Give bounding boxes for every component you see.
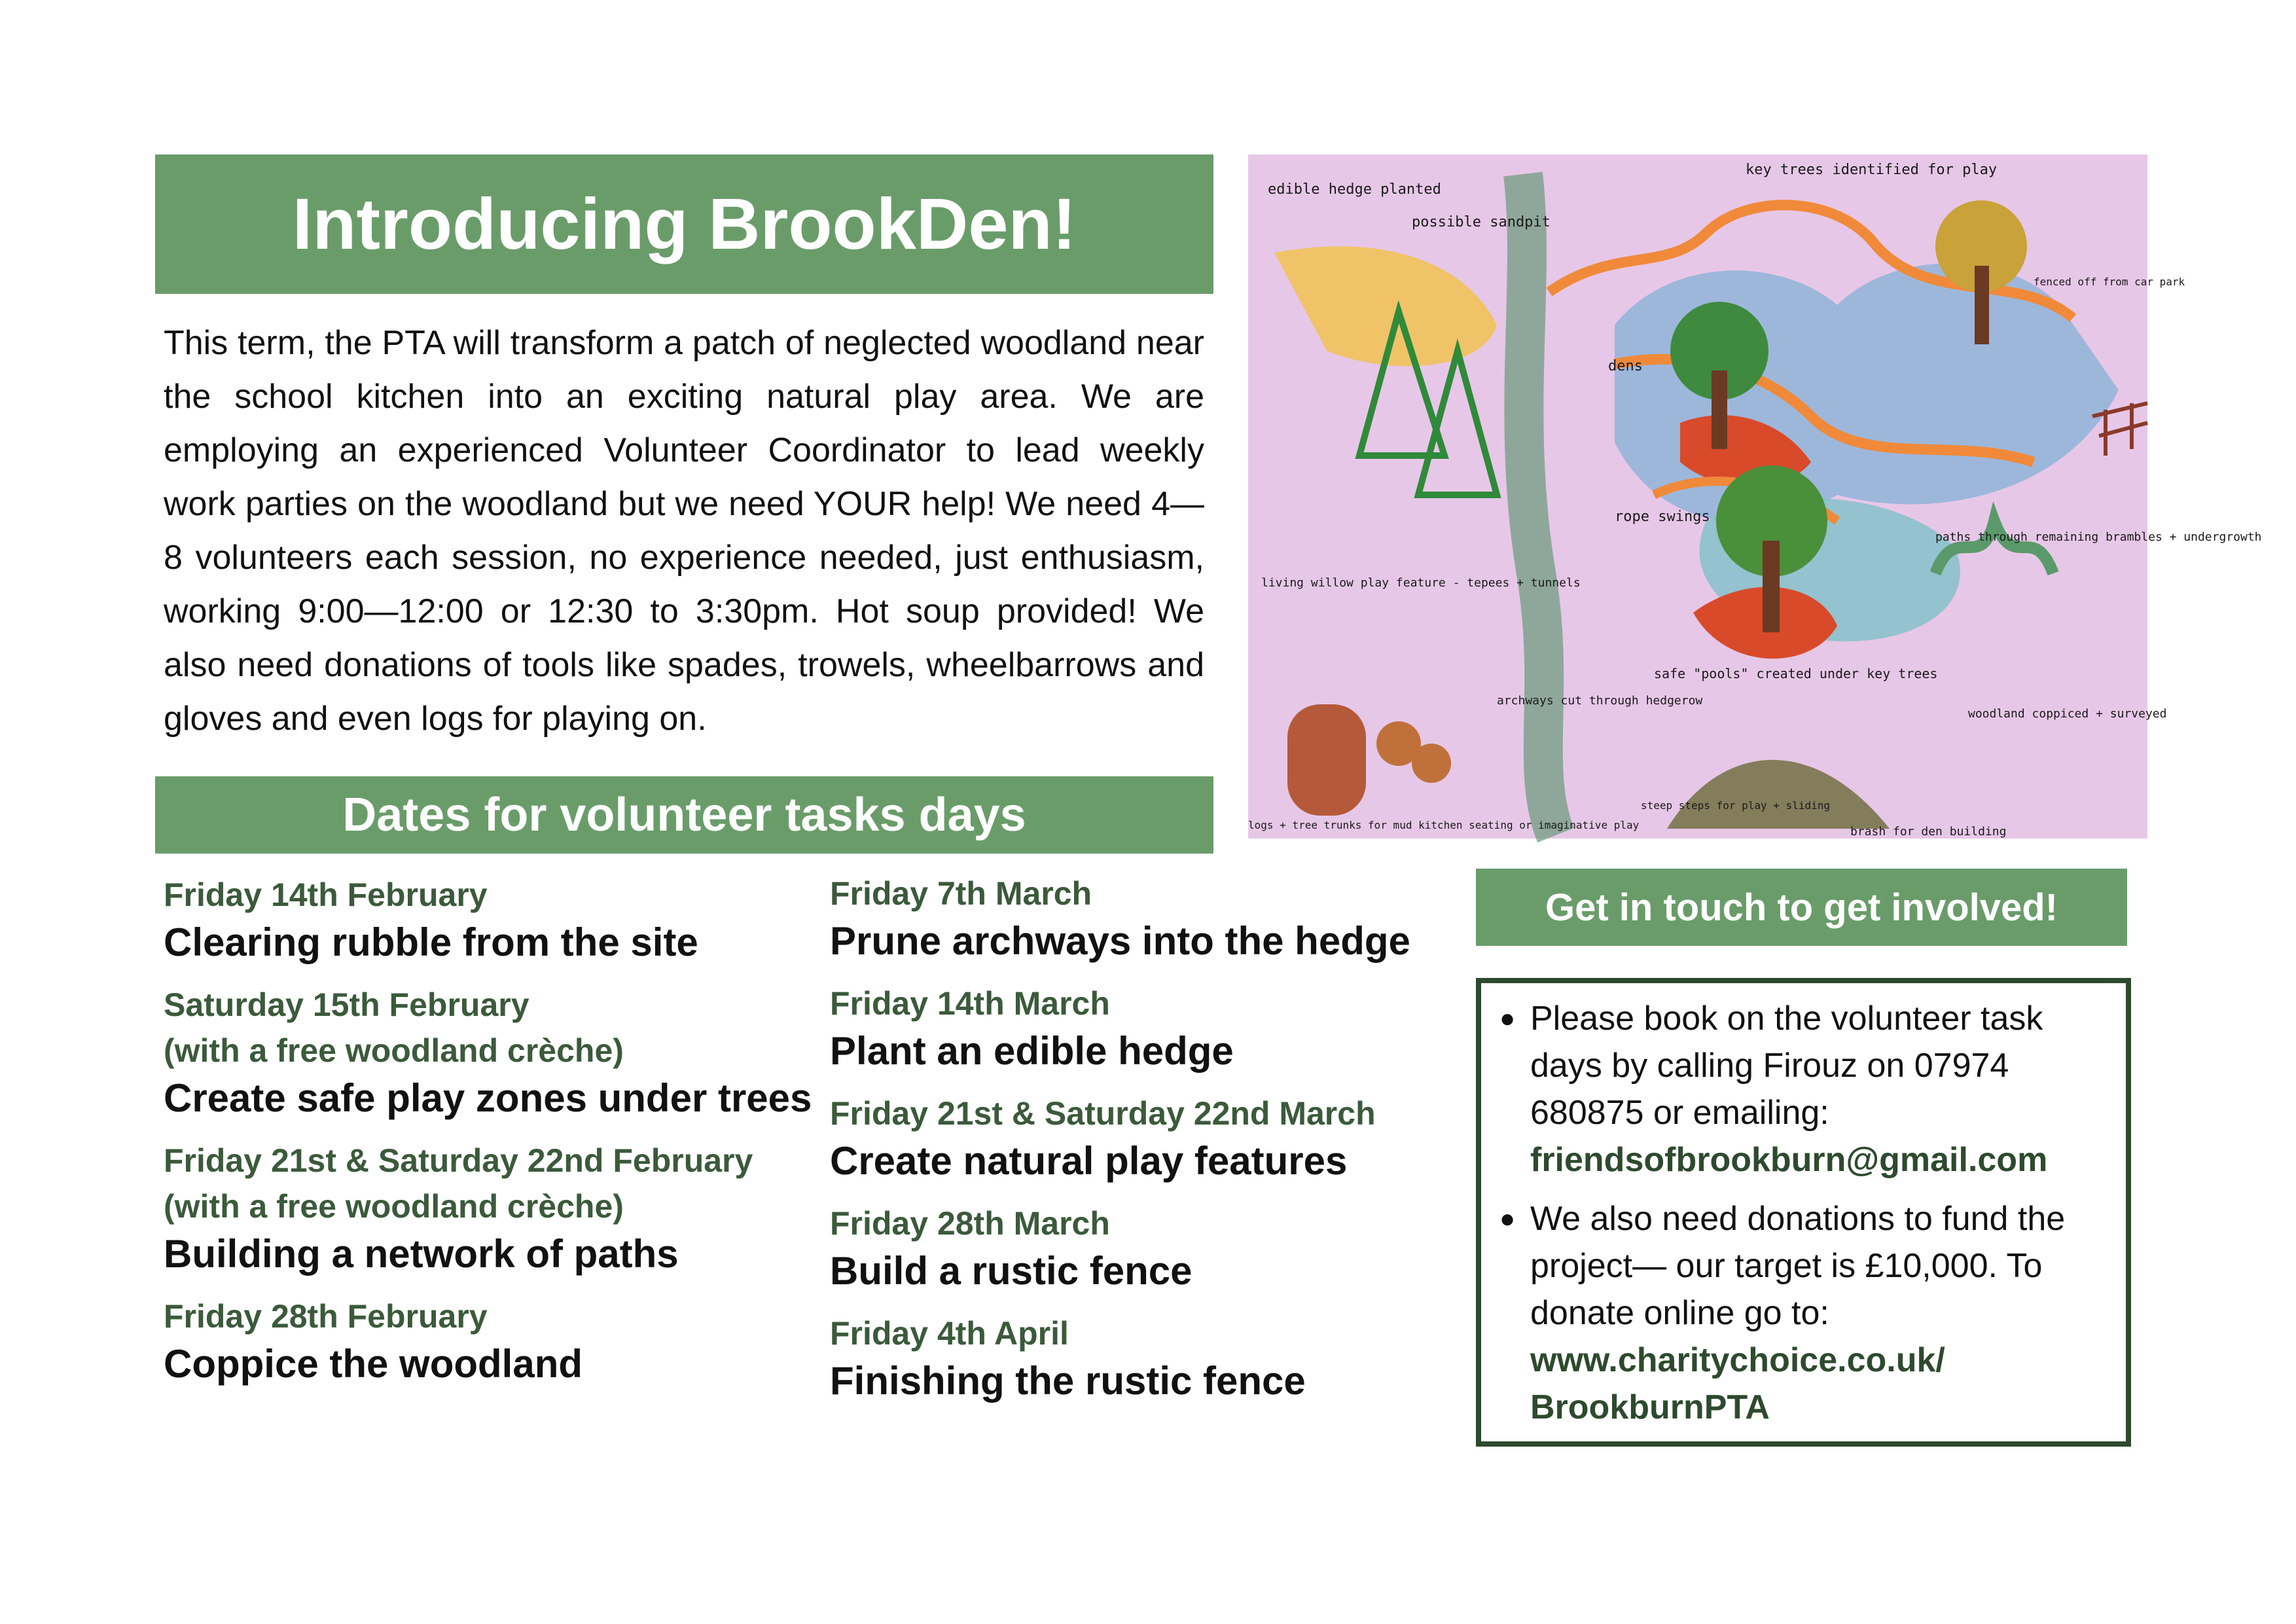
booking-text: Please book on the volunteer task days by calling Firouz on 07974 680875 or emailing: [1530,1000,2043,1132]
label-dens: dens [1608,358,1643,374]
task-title: Plant an edible hedge [830,1029,1234,1073]
task-item [164,872,818,967]
task-date: Friday 4th April [830,1315,1069,1352]
task-date: Friday 21st & Saturday 22nd February [164,1142,753,1179]
task-title: Create safe play zones under trees [164,1076,812,1120]
donations-text: We also need donations to fund the project— our target is £10,000. To donate online go to: [1530,1200,2066,1332]
label-archways: archways cut through hedgerow [1497,694,1703,708]
task-item [164,1138,818,1279]
task-note: (with a free woodland crèche) [164,1188,624,1225]
task-item [830,1310,1419,1406]
task-date: Friday 14th March [830,985,1110,1022]
task-title: Build a rustic fence [830,1249,1193,1293]
task-date: Friday 28th February [164,1298,488,1335]
task-title: Create natural play features [830,1139,1348,1183]
contact-banner [1476,869,2127,946]
task-title: Clearing rubble from the site [164,920,698,964]
label-key-trees: key trees identified for play [1746,162,1998,178]
task-date: Friday 28th March [830,1205,1110,1242]
donation-link[interactable] [1530,1337,2106,1431]
label-edible-hedge: edible hedge planted [1268,181,1441,198]
label-pools: safe "pools" created under key trees [1654,666,1938,681]
task-item [830,1200,1419,1296]
donation-link-part-2: BrookburnPTA [1530,1388,1770,1426]
task-item [164,1293,818,1389]
bullet-icon: ● [1499,1004,1516,1033]
label-willow: living willow play feature - tepees + tunnels [1261,576,1581,590]
contact-item-donations [1481,1195,2106,1431]
contact-list [1481,983,2126,1431]
title-banner [155,154,1213,294]
donation-link-part-1: www.charitychoice.co.uk/ [1530,1341,1945,1379]
task-date: Saturday 15th February [164,986,529,1023]
task-title: Coppice the woodland [164,1342,583,1386]
page-title: Introducing BrookDen! [292,184,1077,264]
tasks-column-1 [164,872,818,1403]
label-rope-swings: rope swings [1615,509,1710,525]
email-link[interactable]: friendsofbrookburn@gmail.com [1530,1141,2048,1179]
contact-item-booking [1481,995,2106,1183]
task-date: Friday 14th February [164,876,488,913]
contact-heading: Get in touch to get involved! [1545,886,2058,929]
task-item [830,981,1419,1076]
task-item [830,871,1419,966]
label-brash: brash for den building [1850,825,2007,839]
woodland-plan-illustration [1248,154,2262,839]
bullet-icon: ● [1499,1204,1516,1233]
task-date: Friday 7th March [830,875,1092,912]
contact-box [1476,978,2131,1447]
task-title: Building a network of paths [164,1232,679,1276]
label-sandpit: possible sandpit [1412,214,1551,230]
intro-paragraph: This term, the PTA will transform a patch of neglected woodland near the school kitchen into an exciting natural play area. We are employing an experienced Volunteer Coordinator to lead weekly work parties on the woodland but we need YOUR help! We need 4—8 volunteers each session, no experience needed, just enthusiasm, working 9:00—12:00 or 12:30 to 3:30pm. Hot soup provided! We also need donations of tools like spades, trowels, wheelbarrows and gloves and even logs for playing on. [164,324,1204,738]
task-item [164,982,818,1123]
task-note: (with a free woodland crèche) [164,1032,624,1069]
label-fenced: fenced off from car park [2034,276,2185,288]
task-title: Prune archways into the hedge [830,919,1410,963]
task-date: Friday 21st & Saturday 22nd March [830,1095,1376,1132]
label-paths: paths through remaining brambles + undergrowth [1935,530,2262,544]
label-steps: steep steps for play + sliding [1641,799,1830,812]
dates-heading: Dates for volunteer tasks days [342,789,1026,841]
task-title: Finishing the rustic fence [830,1359,1306,1403]
label-logs: logs + tree trunks for mud kitchen seating or imaginative play [1248,819,1640,831]
tasks-column-2 [830,871,1419,1420]
dates-banner [155,776,1213,854]
task-item [830,1091,1419,1186]
label-coppiced: woodland coppiced + surveyed [1968,707,2167,721]
